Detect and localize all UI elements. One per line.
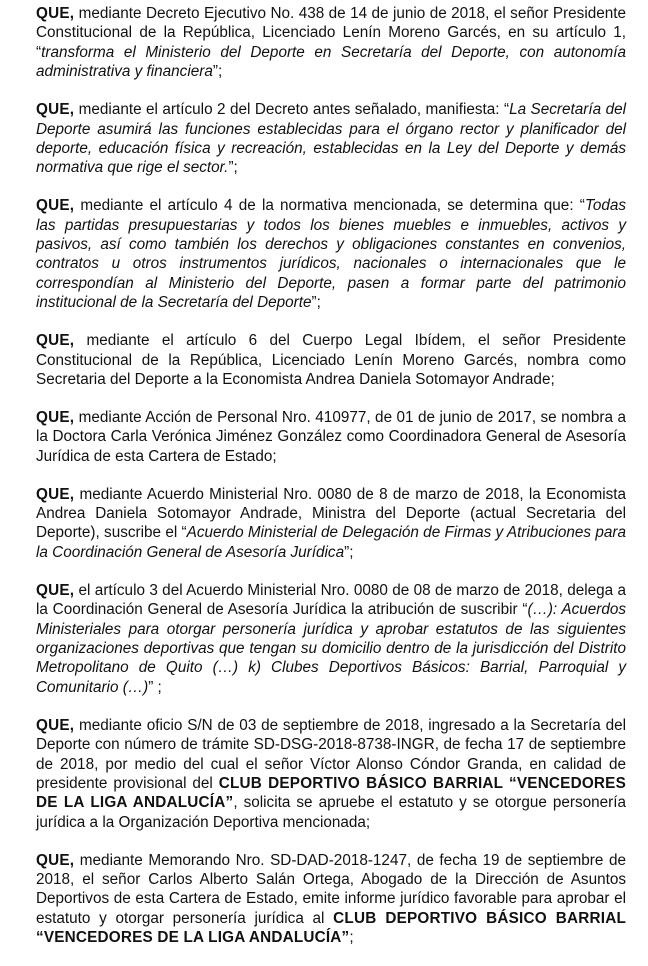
body-text: mediante el artículo 6 del Cuerpo Legal Ibídem, el señor Presidente Constitucional de la República, Licenciado Lenín Moreno Garcés, nombra como Secretaria del Deporte a la Economista Andrea Daniela Sotomayor Andrade; (36, 332, 626, 388)
body-text: mediante el artículo 4 de la normativa mencionada, se determina que: “ (74, 197, 585, 215)
bold-text: QUE, (36, 101, 75, 119)
considerando-paragraph (36, 100, 626, 178)
body-text: ” ; (148, 678, 162, 696)
body-text: ”; (311, 294, 321, 312)
body-text: mediante Acción de Personal Nro. 410977, de 01 de junio de 2017, se nombra a la Doctora Carla Verónica Jiménez González como Coordinadora General de Asesoría Jurídica de esta Cartera de Estado; (36, 408, 626, 465)
body-text: ”; (344, 543, 354, 561)
considerando-paragraph (36, 4, 626, 82)
considerando-paragraph (36, 716, 626, 832)
body-text: mediante Decreto Ejecutivo No. 438 de 14 de junio de 2018, el señor Presidente Constitucional de la República, Licenciado Lenín Moreno Garcés, en su artículo 1, “ (36, 5, 626, 61)
considerando-paragraph (36, 581, 626, 697)
body-text: mediante oficio S/N de 03 de septiembre de 2018, ingresado a la Secretaría del Deporte con número de trámite SD-DSG-2018-8738-INGR, de fecha 17 de septiembre de 2018, por medio del cual el señor Víctor Alonso Cóndor Granda, en calidad de presidente provisional del (36, 716, 626, 792)
document-page (36, 4, 626, 966)
quoted-text: La Secretaría del Deporte asumirá las funciones establecidas para el órgano rector y planificador del deporte, educación física y recreación, establecidas en la Ley del Deporte y demás normativa que rige el sector. (36, 101, 626, 177)
quoted-text: (…): Acuerdos Ministeriales para otorgar personería jurídica y aprobar estatutos de las siguientes organizaciones deportivas que tengan su domicilio dentro de la jurisdicción del Distrito Metropolitano de Quito (…) k) Clubes Deportivos Básicos: Barrial, Parroquial y Comunitario (…) (36, 601, 626, 696)
considerando-paragraph (36, 485, 626, 563)
bold-text: QUE, (36, 5, 75, 22)
considerando-paragraph (36, 331, 626, 389)
quoted-text: Todas las partidas presupuestarias y todos los bienes muebles e inmuebles, activos y pasivos, así como también los derechos y obligaciones constantes en convenios, contratos u otros instrumentos jurídicos, nacionales o internacionales que le correspondían al Ministerio del Deporte, pasen a formar parte del patrimonio institucional de la Secretaría del Deporte (36, 197, 626, 312)
quoted-text: transforma el Ministerio del Deporte en Secretaría del Deporte, con autonomía administrativa y financiera (36, 43, 626, 81)
body-text: ”; (228, 159, 238, 177)
bold-text: CLUB DEPORTIVO BÁSICO BARRIAL “VENCEDORES DE LA LIGA ANDALUCÍA” (36, 774, 626, 812)
body-text: mediante Acuerdo Ministerial Nro. 0080 de 8 de marzo de 2018, la Economista Andrea Daniela Sotomayor Andrade, Ministra del Deporte (actual Secretaria del Deporte), suscribe el “ (36, 485, 626, 542)
considerando-paragraph (36, 851, 626, 948)
bold-text: QUE, (36, 716, 75, 734)
considerando-paragraph (36, 408, 626, 466)
bold-text: QUE, (36, 485, 75, 503)
considerando-paragraph (36, 196, 626, 312)
bold-text: QUE, (36, 851, 75, 869)
bold-text: QUE, (36, 408, 75, 426)
body-text: mediante Memorando Nro. SD-DAD-2018-1247, de fecha 19 de septiembre de 2018, el señor Carlos Alberto Salán Ortega, Abogado de la Dirección de Asuntos Deportivos de esta Cartera de Estado, emite informe jurídico favorable para aprobar el estatuto y otorgar personería jurídica al (36, 851, 626, 927)
bold-text: CLUB DEPORTIVO BÁSICO BARRIAL “VENCEDORES DE LA LIGA ANDALUCÍA” (36, 909, 626, 947)
body-text: , solicita se apruebe el estatuto y se otorgue personería jurídica a la Organización Deportiva mencionada; (36, 794, 627, 831)
bold-text: QUE, (36, 197, 75, 215)
bold-text: QUE, (36, 332, 75, 350)
body-text: ”; (212, 63, 223, 81)
bold-text: QUE, (36, 581, 75, 599)
quoted-text: Acuerdo Ministerial de Delegación de Firmas y Atribuciones para la Coordinación General de Asesoría Jurídica (36, 524, 626, 561)
body-text: ; (349, 929, 354, 947)
body-text: el artículo 3 del Acuerdo Ministerial Nro. 0080 de 08 de marzo de 2018, delega a la Coordinación General de Asesoría Jurídica la atribución de suscribir “ (36, 581, 626, 619)
body-text: mediante el artículo 2 del Decreto antes señalado, manifiesta: “ (74, 101, 510, 119)
